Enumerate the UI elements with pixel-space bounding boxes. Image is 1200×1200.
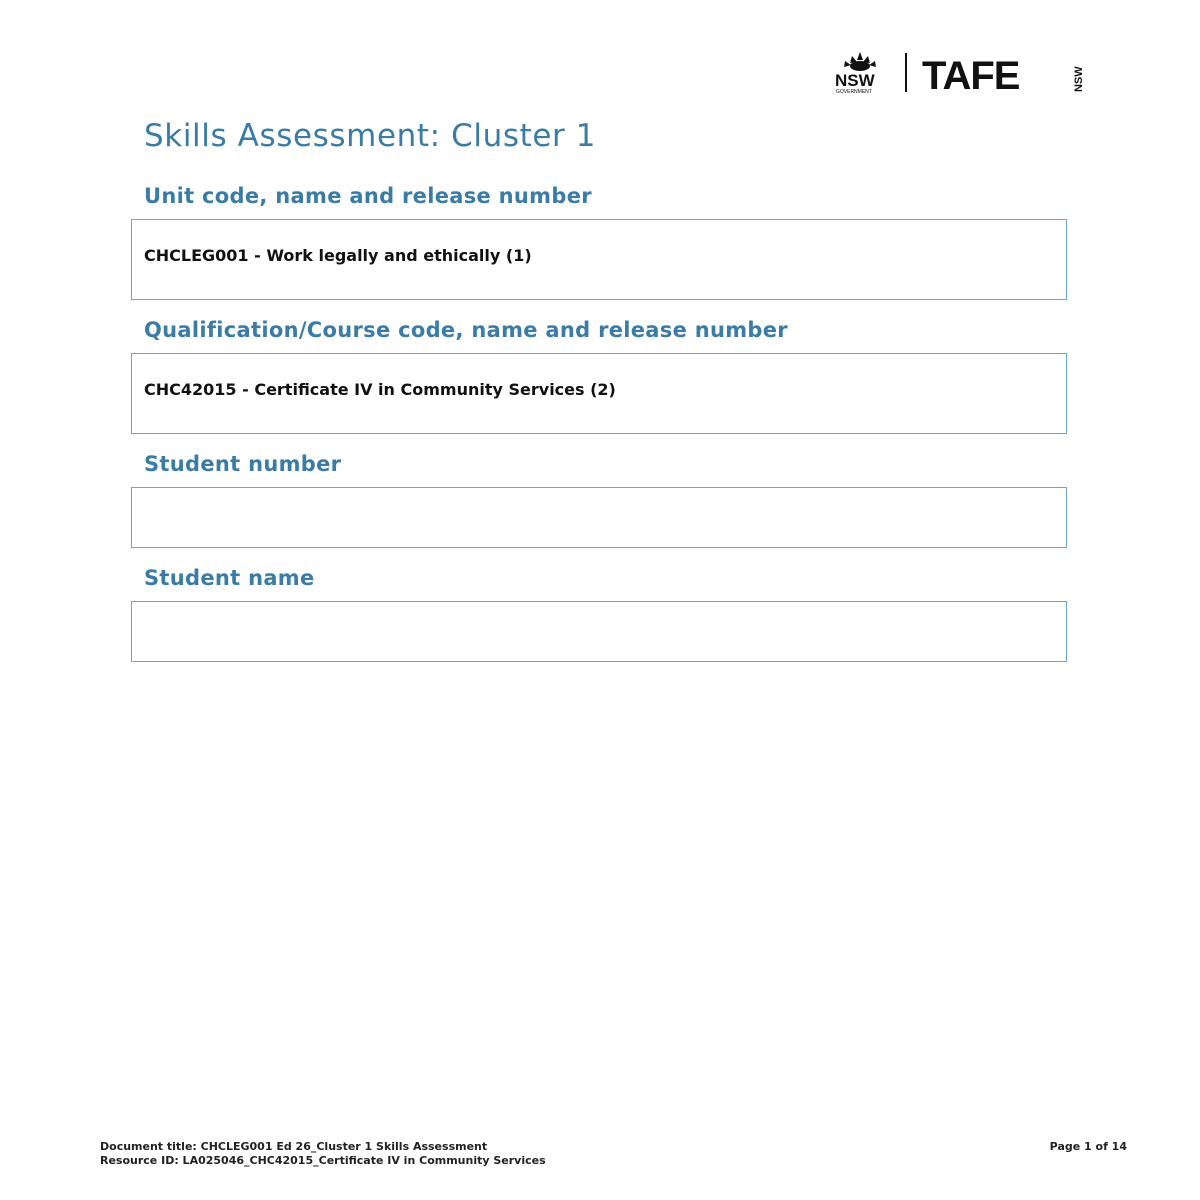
logo-graphic: [832, 48, 1092, 96]
footer-page-number: Page 1 of 14: [1049, 1140, 1127, 1153]
government-text: GOVERNMENT: [836, 89, 872, 95]
student-number-field[interactable]: [131, 487, 1067, 548]
unit-code-label: Unit code, name and release number: [144, 184, 592, 208]
tafe-nsw-text: NSW: [1073, 66, 1085, 92]
qualification-box[interactable]: [131, 353, 1067, 434]
unit-code-value: CHCLEG001 - Work legally and ethically (1): [144, 246, 532, 265]
tafe-text: TAFE: [922, 54, 1020, 96]
nsw-text: NSW: [835, 71, 875, 90]
qualification-label: Qualification/Course code, name and release number: [144, 318, 788, 342]
footer: [100, 1140, 546, 1168]
student-name-label: Student name: [144, 566, 315, 590]
student-name-field[interactable]: [131, 601, 1067, 662]
nsw-tafe-logo: [832, 48, 1092, 96]
footer-resource-id: Resource ID: LA025046_CHC42015_Certificate IV in Community Services: [100, 1154, 546, 1167]
unit-code-box[interactable]: [131, 219, 1067, 300]
waratah-icon: [844, 52, 876, 71]
student-number-label: Student number: [144, 452, 342, 476]
page-title: Skills Assessment: Cluster 1: [144, 118, 597, 154]
qualification-value: CHC42015 - Certificate IV in Community Services (2): [144, 380, 616, 399]
footer-document-title: Document title: CHCLEG001 Ed 26_Cluster 1 Skills Assessment: [100, 1140, 488, 1153]
